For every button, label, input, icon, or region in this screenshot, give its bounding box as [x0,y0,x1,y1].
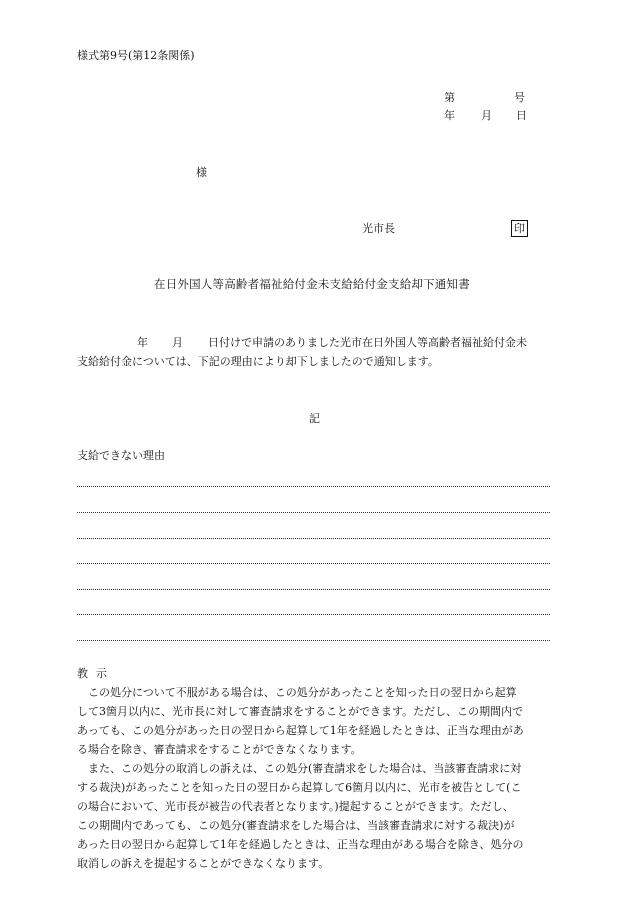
notice-line: この処分について不服がある場合は、この処分があったことを知った日の翌日から起算 [77,686,517,699]
reason-line [77,589,550,590]
notice-line: の場合において、光市長が被告の代表者となります。)提起することができます。ただし、 [77,800,514,813]
reason-line [77,512,550,513]
reason-line [77,614,550,615]
body-year: 年 [137,336,148,349]
ki-heading: 記 [309,412,320,425]
document-number [444,92,534,106]
issue-date [444,110,534,124]
notice-line: る場合を除き、審査請求をすることができなくなります。 [77,743,362,756]
reason-line [77,486,550,487]
doc-number-prefix: 第 [444,91,455,104]
form-number: 様式第9号(第12条関係) [77,49,195,62]
body-line-2: 支給給付金については、下記の理由により却下しましたので通知します。 [77,355,439,368]
reason-heading: 支給できない理由 [77,449,165,462]
notice-line: また、この処分の取消しの訴えは、この処分(審査請求をした場合は、当該審査請求に対 [77,762,522,775]
notice-line: あった日の翌日から起算して1年を経過したときは、正当な理由がある場合を除き、処分の [77,838,524,851]
notice-line: して3箇月以内に、光市長に対して審査請求をすることができます。ただし、この期間内で [77,705,524,718]
body-line-1 [137,337,557,351]
issuer: 光市長 [362,222,395,235]
notice-heading: 教示 [77,667,115,680]
reason-line [77,563,550,564]
date-year: 年 [444,109,455,122]
notice-line: する裁決)があったことを知った日の翌日から起算して6箇月以内に、光市を被告として(こ [77,781,522,794]
date-day: 日 [516,109,527,122]
body-line1-text: 日付けで申請のありました光市在日外国人等高齢者福祉給付金未 [208,336,527,349]
body-month: 月 [172,336,183,349]
notice-line: 取消しの訴えを提起することができなくなります。 [77,857,330,870]
notice-line: あっても、この処分があった日の翌日から起算して1年を経過したときは、正当な理由があ [77,724,524,737]
seal-mark: 印 [511,220,528,237]
reason-line [77,640,550,641]
document-title: 在日外国人等高齢者福祉給付金未支給給付金支給却下通知書 [154,277,470,291]
reason-line [77,538,550,539]
addressee: 様 [196,166,207,179]
doc-number-suffix: 号 [514,91,525,104]
notice-line: この期間内であっても、この処分(審査請求をした場合は、当該審査請求に対する裁決)が [77,819,515,832]
date-month: 月 [481,109,492,122]
